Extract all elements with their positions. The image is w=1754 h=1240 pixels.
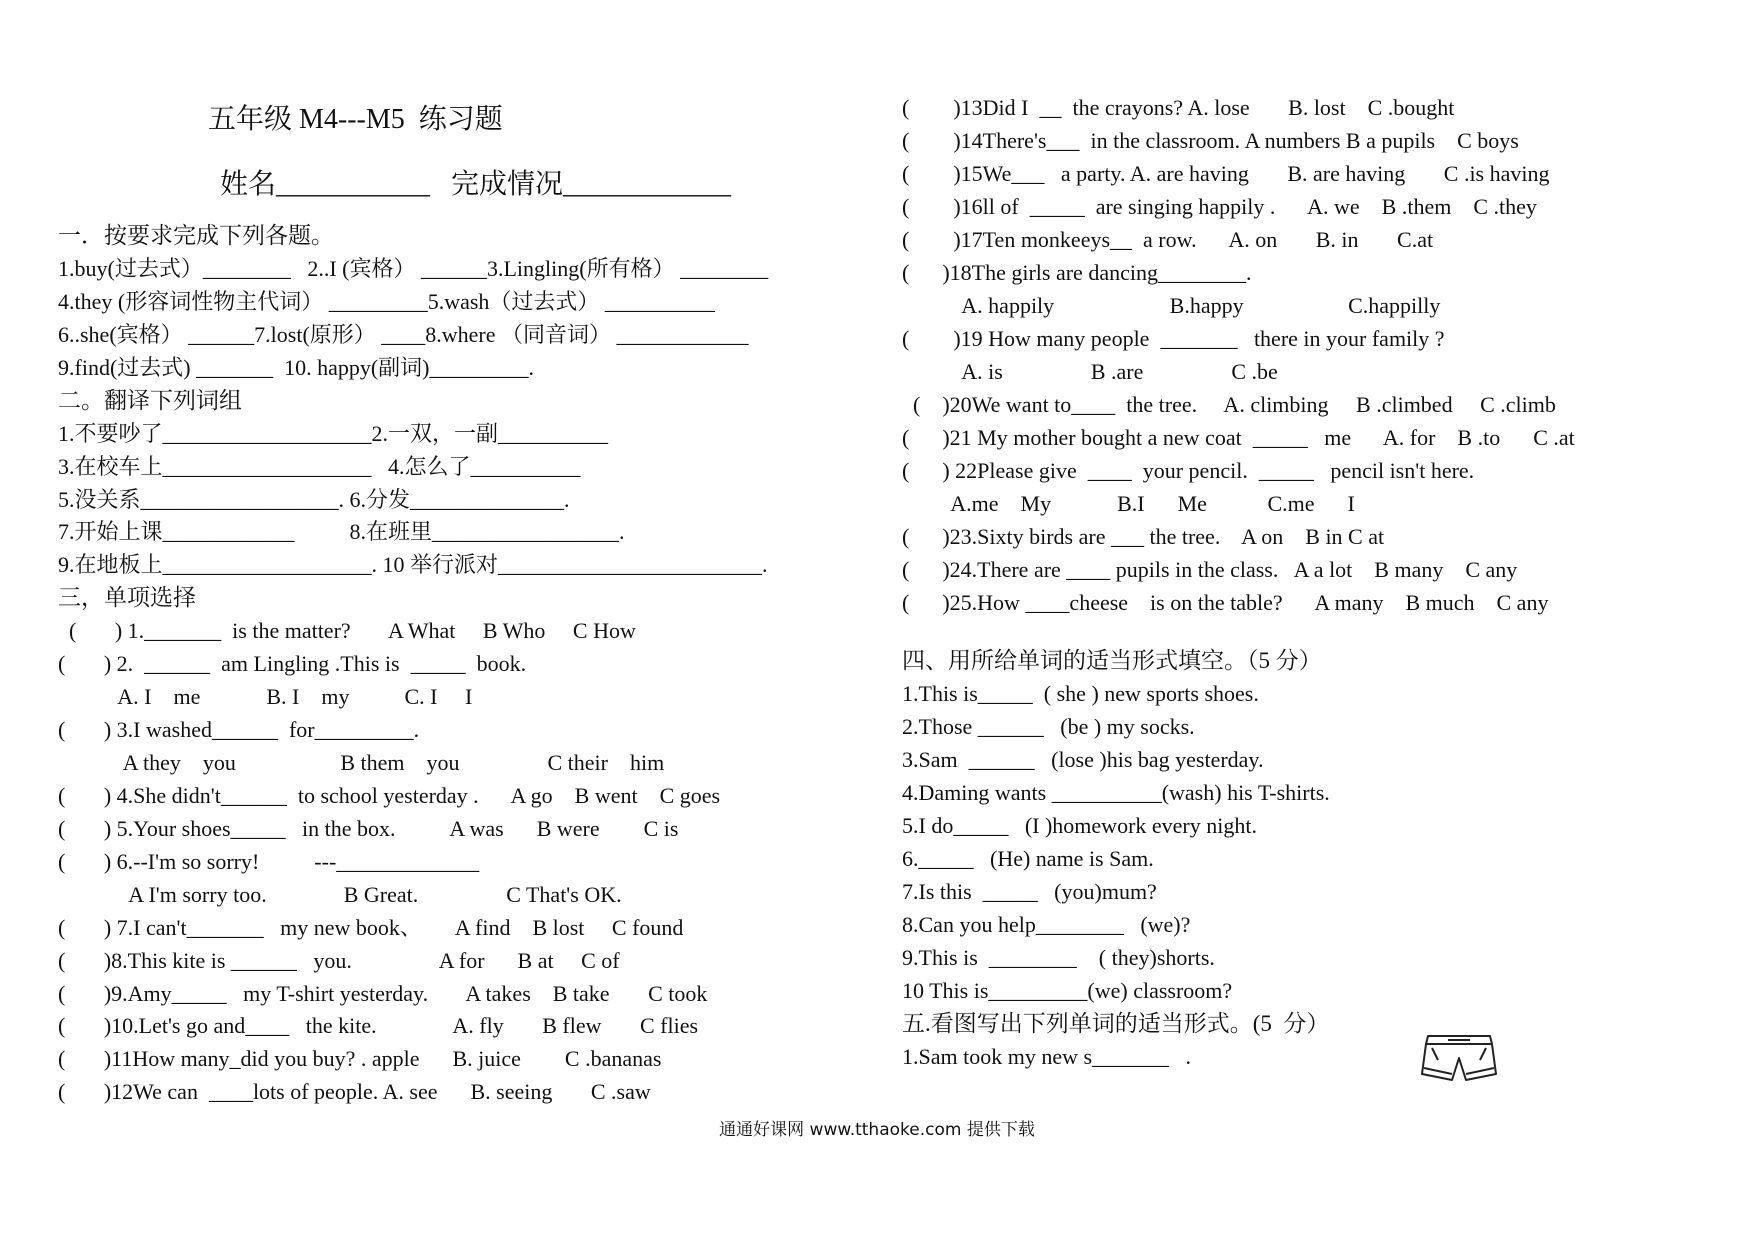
- picture-question: 1.Sam took my new s_______ .: [902, 1044, 1192, 1069]
- choice-options: A. is B .are C .be: [902, 359, 1278, 384]
- shorts-icon: [1418, 1030, 1500, 1086]
- section-2-heading: 二。翻译下列词组: [58, 388, 242, 413]
- choice-question: ( ) 3.I washed______ for_________.: [58, 717, 420, 742]
- fill-in-line: 1.This is_____ ( she ) new sports shoes.: [902, 681, 1259, 706]
- fill-in-line: 10 This is_________(we) classroom?: [902, 978, 1233, 1003]
- question-line: 9.find(过去式) _______ 10. happy(副词)_________.: [58, 355, 535, 380]
- choice-question: ( ) 4.She didn't______ to school yesterday . A go B went C goes: [58, 783, 721, 808]
- fill-in-line: 6._____ (He) name is Sam.: [902, 846, 1154, 871]
- choice-question: ( )15We___ a party. A. are having B. are having C .is having: [902, 161, 1550, 186]
- question-line: 4.they (形容词性物主代词） _________5.wash（过去式） __________: [58, 289, 715, 314]
- question-line: 1.buy(过去式）________ 2..I (宾格） ______3.Lingling(所有格） ________: [58, 256, 769, 281]
- choice-question: ( )18The girls are dancing________.: [902, 260, 1252, 285]
- choice-question: ( )12We can ____lots of people. A. see B. seeing C .saw: [58, 1079, 651, 1104]
- choice-question: ( )20We want to____ the tree. A. climbing B .climbed C .climb: [902, 392, 1556, 417]
- fill-in-line: 9.This is ________ ( they)shorts.: [902, 945, 1215, 970]
- choice-question: ( )9.Amy_____ my T-shirt yesterday. A takes B take C took: [58, 981, 708, 1006]
- choice-question: ( ) 7.I can't_______ my new book、 A find B lost C found: [58, 915, 684, 940]
- choice-question: ( )23.Sixty birds are ___ the tree. A on B in C at: [902, 524, 1385, 549]
- choice-question: ( )24.There are ____ pupils in the class. A a lot B many C any: [902, 557, 1518, 582]
- section-5-heading: 五.看图写出下列单词的适当形式。(5 分）: [902, 1011, 1330, 1036]
- fill-in-line: 5.I do_____ (I )homework every night.: [902, 813, 1257, 838]
- fill-in-line: 2.Those ______ (be ) my socks.: [902, 714, 1195, 739]
- choice-question: ( )8.This kite is ______ you. A for B at C of: [58, 948, 620, 973]
- fill-in-line: 7.Is this _____ (you)mum?: [902, 879, 1157, 904]
- translation-line: 9.在地板上___________________. 10 举行派对________________________.: [58, 552, 768, 577]
- choice-question: ( ) 6.--I'm so sorry! ---_____________: [58, 849, 480, 874]
- translation-line: 5.没关系__________________. 6.分发______________.: [58, 487, 570, 512]
- choice-options: A.me My B.I Me C.me I: [902, 491, 1355, 516]
- choice-question: ( ) 5.Your shoes_____ in the box. A was B were C is: [58, 816, 679, 841]
- page-footer: 通通好课网 www.tthaoke.com 提供下载: [719, 1120, 1035, 1140]
- choice-question: ( )14There's___ in the classroom. A numbers B a pupils C boys: [902, 128, 1519, 153]
- choice-question: ( )13Did I __ the crayons? A. lose B. lost C .bought: [902, 95, 1455, 120]
- fill-in-line: 4.Daming wants __________(wash) his T-shirts.: [902, 780, 1330, 805]
- choice-question: ( )25.How ____cheese is on the table? A many B much C any: [902, 590, 1549, 615]
- section-4-heading: 四、用所给单词的适当形式填空。（5 分）: [902, 648, 1322, 673]
- choice-question: ( )16ll of _____ are singing happily . A. we B .them C .they: [902, 194, 1537, 219]
- choice-options: A. happily B.happy C.happilly: [902, 293, 1441, 318]
- choice-question: ( ) 22Please give ____ your pencil. _____ pencil isn't here.: [902, 458, 1475, 483]
- choice-question: ( )21 My mother bought a new coat _____ me A. for B .to C .at: [902, 425, 1575, 450]
- choice-question: ( ) 1._______ is the matter? A What B Who C How: [58, 618, 636, 643]
- translation-line: 7.开始上课____________ 8.在班里_________________.: [58, 519, 625, 544]
- fill-in-line: 3.Sam ______ (lose )his bag yesterday.: [902, 747, 1264, 772]
- translation-line: 3.在校车上___________________ 4.怎么了__________: [58, 454, 581, 479]
- choice-question: ( )11How many_did you buy? . apple B. juice C .bananas: [58, 1046, 662, 1071]
- name-and-completion-line: 姓名___________ 完成情况____________: [220, 169, 732, 200]
- choice-question: ( )17Ten monkeeys__ a row. A. on B. in C.at: [902, 227, 1434, 252]
- choice-options: A they you B them you C their him: [58, 750, 665, 775]
- section-1-heading: 一．按要求完成下列各题。: [58, 223, 334, 248]
- worksheet-title: 五年级 M4---M5 练习题: [208, 104, 503, 135]
- translation-line: 1.不要吵了___________________2.一双，一副__________: [58, 421, 609, 446]
- section-3-heading: 三，单项选择: [58, 585, 196, 610]
- choice-question: ( ) 2. ______ am Lingling .This is _____ book.: [58, 651, 527, 676]
- choice-question: ( )10.Let's go and____ the kite. A. fly B flew C flies: [58, 1013, 699, 1038]
- choice-options: A I'm sorry too. B Great. C That's OK.: [58, 882, 622, 907]
- fill-in-line: 8.Can you help________ (we)?: [902, 912, 1191, 937]
- choice-question: ( )19 How many people _______ there in your family ?: [902, 326, 1445, 351]
- choice-options: A. I me B. I my C. I I: [58, 684, 473, 709]
- question-line: 6..she(宾格） ______7.lost(原形） ____8.where （同音词） ____________: [58, 322, 749, 347]
